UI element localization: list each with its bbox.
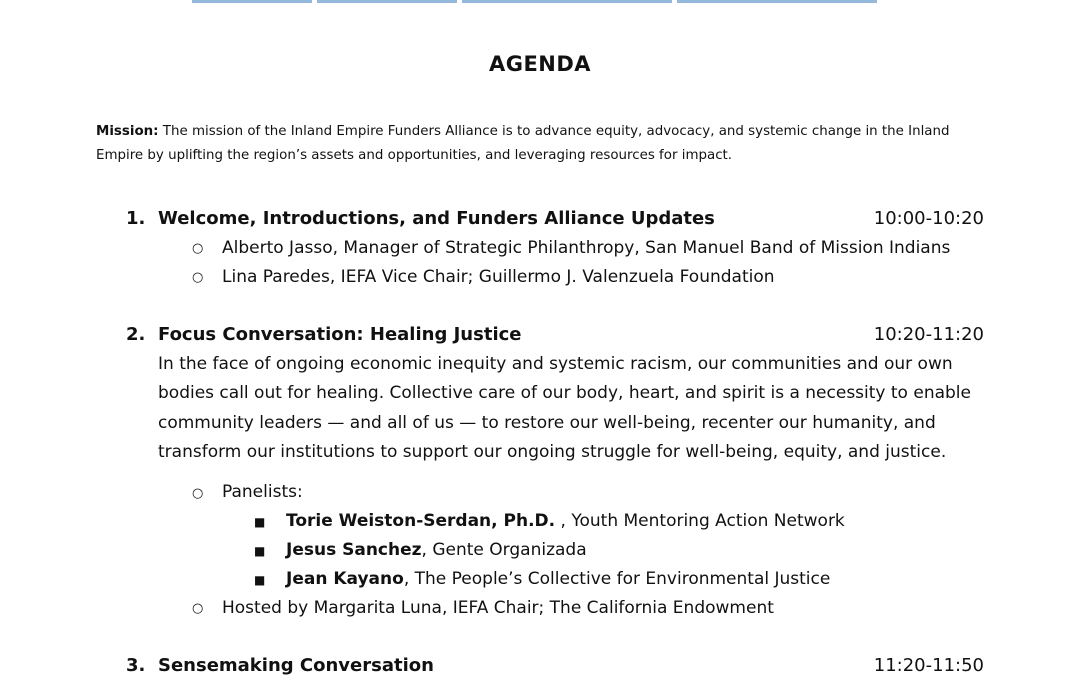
item-1-time: 10:00-10:20: [873, 208, 984, 229]
item-3-time: 11:20-11:50: [873, 655, 984, 676]
panelist-2-name: Jesus Sanchez: [286, 540, 422, 560]
item-2-description: In the face of ongoing economic inequity and systemic racism, our communities and our own bodies call out for healing. Collective care of our body, heart, and spirit is a necessity to enable community leaders — and all of us — to restore our well-being, recenter our humanity, and transform our institutions to support our ongoing struggle for well-being, equity, and justice.: [158, 354, 971, 462]
item-2-host: Hosted by Margarita Luna, IEFA Chair; The California Endowment: [222, 598, 774, 618]
panelist-1-name: Torie Weiston-Serdan, Ph.D.: [286, 511, 556, 531]
mission-text: The mission of the Inland Empire Funders Alliance is to advance equity, advocacy, and systemic change in the Inland Empire by uplifting the region’s assets and opportunities, and leveraging resources for impact.: [96, 124, 950, 163]
panelist-1-org: , Youth Mentoring Action Network: [555, 511, 845, 531]
circle-bullet-icon: ○: [192, 601, 204, 616]
panelist-1: [286, 511, 845, 531]
circle-bullet-icon: ○: [192, 270, 204, 285]
item-1-number: 1.: [126, 208, 146, 229]
mission-label: Mission:: [96, 124, 159, 139]
cropped-header-line: [192, 0, 892, 6]
panelist-3-org: , The People’s Collective for Environmental Justice: [403, 569, 831, 589]
circle-bullet-icon: ○: [192, 486, 204, 501]
item-2-number: 2.: [126, 324, 146, 345]
panelist-2: [286, 540, 587, 560]
item-2-time: 10:20-11:20: [873, 324, 984, 345]
square-bullet-icon: ■: [254, 515, 266, 529]
panelist-2-org: , Gente Organizada: [421, 540, 587, 560]
agenda-heading: AGENDA: [488, 52, 592, 76]
panelist-3: [286, 569, 830, 589]
mission-statement: [96, 120, 976, 168]
square-bullet-icon: ■: [254, 544, 266, 558]
item-3-title: Sensemaking Conversation: [158, 655, 434, 676]
item-3-number: 3.: [126, 655, 146, 676]
item-2-title: Focus Conversation: Healing Justice: [158, 324, 522, 345]
item-1-bullet-1: Alberto Jasso, Manager of Strategic Philanthropy, San Manuel Band of Mission Indians: [222, 238, 951, 258]
square-bullet-icon: ■: [254, 573, 266, 587]
item-1-title: Welcome, Introductions, and Funders Alliance Updates: [158, 208, 715, 229]
circle-bullet-icon: ○: [192, 241, 204, 256]
item-1-bullet-2: Lina Paredes, IEFA Vice Chair; Guillermo J. Valenzuela Foundation: [222, 267, 775, 287]
panelists-label: Panelists:: [222, 482, 303, 502]
panelist-3-name: Jean Kayano: [286, 569, 404, 589]
